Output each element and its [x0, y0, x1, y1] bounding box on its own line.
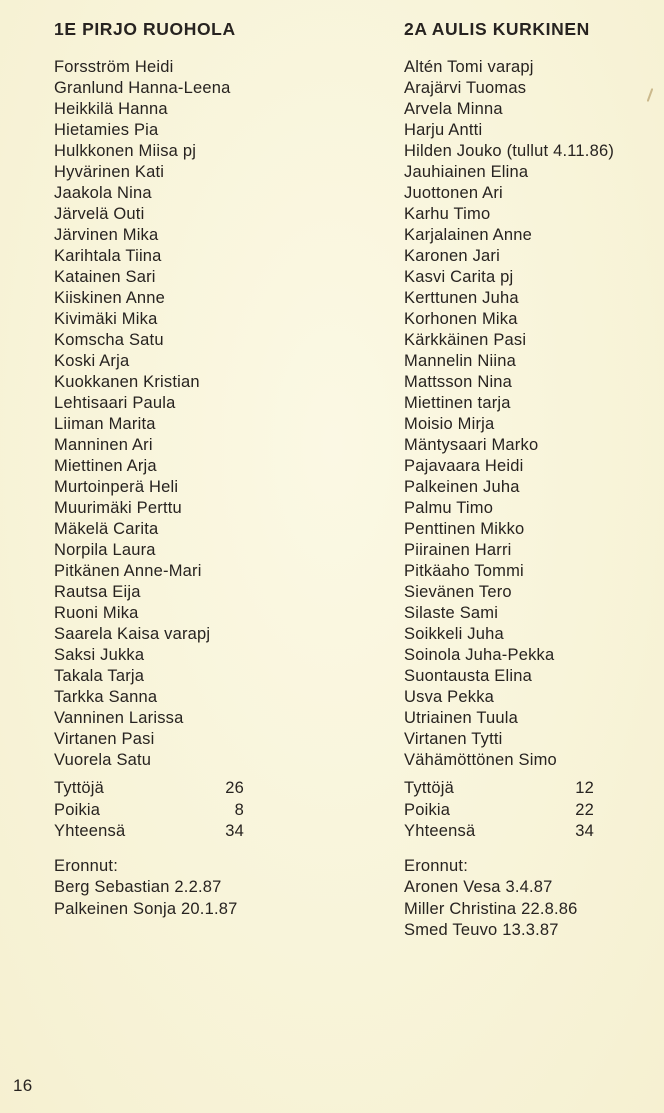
stats-block [54, 778, 374, 843]
student-name: Mäkelä Carita [54, 520, 159, 538]
stat-row [404, 821, 594, 843]
student-name: Järvinen Mika [54, 226, 159, 244]
resigned-heading: Eronnut: [54, 856, 118, 875]
class-header: 1E PIRJO RUOHOLA [54, 19, 236, 39]
stat-label: Yhteensä [404, 822, 476, 840]
student-name: Arajärvi Tuomas [404, 79, 527, 97]
student-name: Hulkkonen Miisa pj [54, 142, 197, 160]
stat-value: 8 [234, 800, 244, 819]
student-name: Norpila Laura [54, 541, 156, 559]
student-name: Kuokkanen Kristian [54, 373, 200, 391]
student-name: Mäntysaari Marko [404, 436, 539, 454]
student-name: Hietamies Pia [54, 121, 159, 139]
student-name: Harju Antti [404, 121, 483, 139]
student-name: Piirainen Harri [404, 541, 512, 559]
stat-row [404, 800, 594, 822]
student-name: Liiman Marita [54, 415, 156, 433]
stat-label: Tyttöjä [404, 779, 455, 797]
student-name: Kasvi Carita pj [404, 268, 514, 286]
student-name: Granlund Hanna-Leena [54, 79, 231, 97]
student-name: Forsström Heidi [54, 58, 174, 76]
resigned-entry: Berg Sebastian 2.2.87 [54, 878, 222, 896]
student-name: Katainen Sari [54, 268, 156, 286]
student-name: Virtanen Pasi [54, 730, 155, 748]
student-name: Miettinen tarja [404, 394, 511, 412]
student-name: Jaakola Nina [54, 184, 152, 202]
student-name: Soinola Juha-Pekka [404, 646, 555, 664]
stats-block [404, 778, 662, 843]
student-name: Hyvärinen Kati [54, 163, 165, 181]
student-name: Kivimäki Mika [54, 310, 158, 328]
student-name: Vanninen Larissa [54, 709, 184, 727]
student-name: Kiiskinen Anne [54, 289, 166, 307]
student-name: Manninen Ari [54, 436, 153, 454]
student-name: Virtanen Tytti [404, 730, 503, 748]
stat-value: 26 [225, 779, 244, 797]
resigned-block [54, 856, 374, 921]
stat-label: Yhteensä [54, 822, 126, 840]
class-column-2a [404, 19, 662, 942]
stat-row [404, 778, 594, 800]
student-name: Kerttunen Juha [404, 289, 519, 307]
resigned-entry: Palkeinen Sonja 20.1.87 [54, 899, 238, 918]
resigned-heading: Eronnut: [404, 856, 468, 875]
resigned-entry: Smed Teuvo 13.3.87 [404, 921, 559, 939]
page-number: 16 [13, 1076, 33, 1095]
resigned-block [404, 856, 662, 942]
resigned-entry: Aronen Vesa 3.4.87 [404, 878, 553, 896]
student-name: Karhu Timo [404, 205, 491, 223]
student-name: Palmu Timo [404, 499, 494, 517]
student-name: Moisio Mirja [404, 415, 495, 433]
student-name: Palkeinen Juha [404, 478, 520, 496]
student-name: Muurimäki Perttu [54, 499, 182, 517]
student-name: Koski Arja [54, 352, 130, 370]
student-name: Jauhiainen Elina [404, 163, 529, 181]
stat-value: 34 [575, 822, 594, 840]
stat-row [54, 778, 244, 800]
student-name: Karonen Jari [404, 247, 500, 265]
student-name: Utriainen Tuula [404, 709, 518, 727]
stat-value: 34 [225, 822, 244, 840]
stat-label: Poikia [54, 800, 101, 819]
stat-row [54, 800, 244, 822]
student-name: Karihtala Tiina [54, 247, 162, 265]
student-list [404, 57, 662, 771]
student-name: Heikkilä Hanna [54, 100, 168, 118]
student-name: Penttinen Mikko [404, 520, 525, 538]
student-name: Saarela Kaisa varapj [54, 625, 211, 643]
student-name: Ruoni Mika [54, 604, 139, 622]
student-name: Vuorela Satu [54, 751, 152, 769]
student-name: Pitkänen Anne-Mari [54, 562, 202, 580]
student-name: Mannelin Niina [404, 352, 516, 370]
student-name: Takala Tarja [54, 667, 145, 685]
resigned-list [404, 877, 662, 942]
student-name: Korhonen Mika [404, 310, 518, 328]
student-list [54, 57, 374, 771]
student-name: Kärkkäinen Pasi [404, 331, 527, 349]
student-name: Komscha Satu [54, 331, 164, 349]
student-name: Mattsson Nina [404, 373, 513, 391]
stat-label: Tyttöjä [54, 779, 105, 797]
stat-value: 22 [575, 800, 594, 819]
resigned-list [54, 877, 374, 920]
stat-value: 12 [575, 779, 594, 797]
student-name: Juottonen Ari [404, 184, 503, 202]
student-name: Usva Pekka [404, 688, 495, 706]
student-name: Sievänen Tero [404, 583, 512, 601]
student-name: Hilden Jouko (tullut 4.11.86) [404, 142, 615, 160]
student-name: Saksi Jukka [54, 646, 145, 664]
student-name: Karjalainen Anne [404, 226, 532, 244]
student-name: Miettinen Arja [54, 457, 157, 475]
student-name: Pajavaara Heidi [404, 457, 524, 475]
student-name: Soikkeli Juha [404, 625, 504, 643]
student-name: Murtoinperä Heli [54, 478, 179, 496]
student-name: Suontausta Elina [404, 667, 532, 685]
stat-label: Poikia [404, 800, 451, 819]
student-name: Rautsa Eija [54, 583, 141, 601]
stat-row [54, 821, 244, 843]
student-name: Arvela Minna [404, 100, 503, 118]
class-column-1e [54, 19, 374, 920]
student-name: Tarkka Sanna [54, 688, 158, 706]
student-name: Vähämöttönen Simo [404, 751, 557, 769]
student-name: Järvelä Outi [54, 205, 145, 223]
resigned-entry: Miller Christina 22.8.86 [404, 899, 578, 918]
class-header: 2A AULIS KURKINEN [404, 19, 590, 39]
student-name: Lehtisaari Paula [54, 394, 176, 412]
student-name: Altén Tomi varapj [404, 58, 534, 76]
student-name: Pitkäaho Tommi [404, 562, 524, 580]
student-name: Silaste Sami [404, 604, 499, 622]
